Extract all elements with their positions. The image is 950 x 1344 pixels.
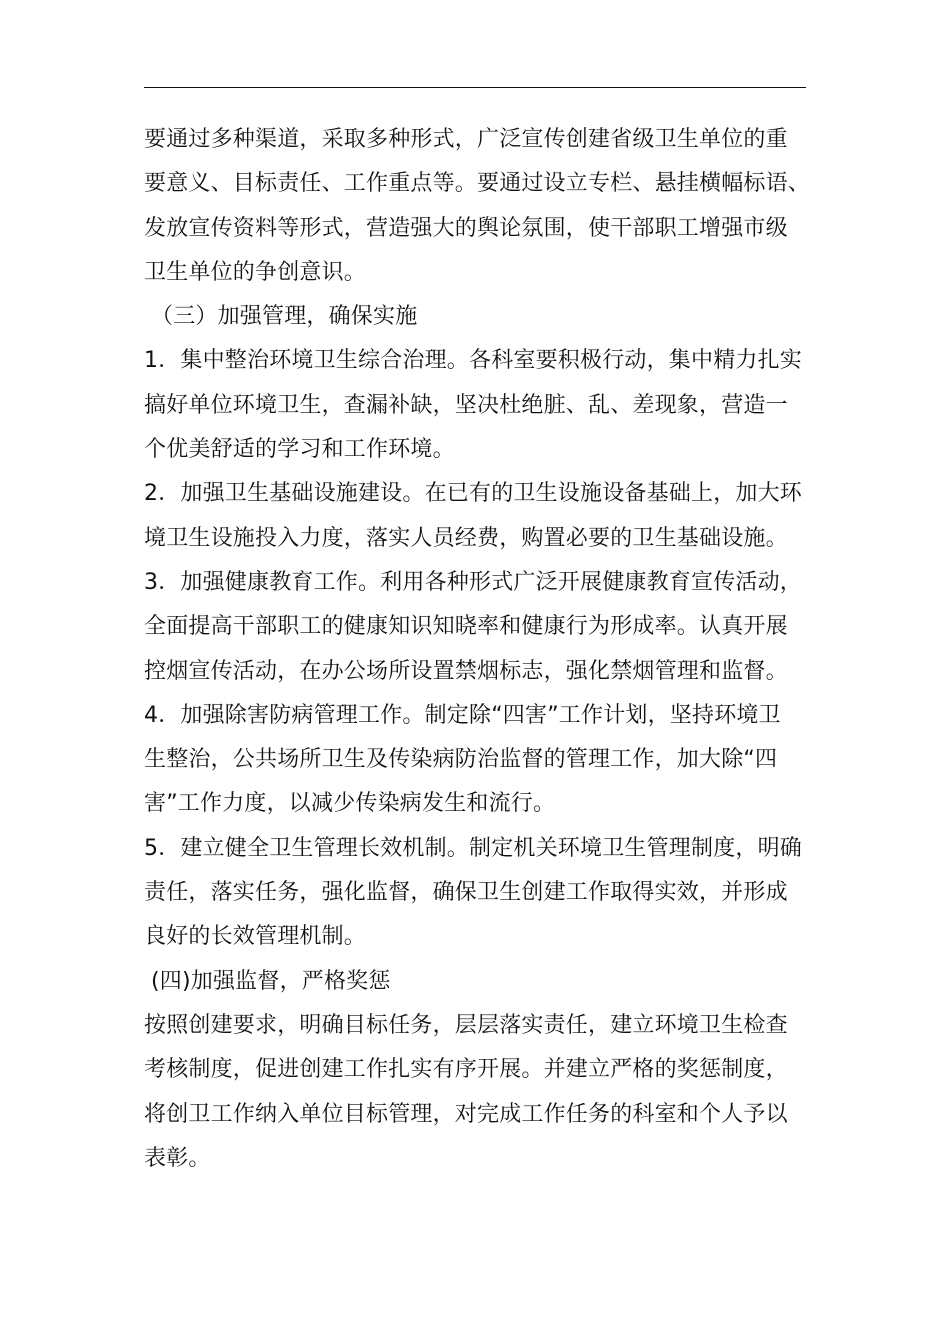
body-line: 4．加强除害防病管理工作。制定除“四害”工作计划，坚持环境卫 <box>144 702 781 728</box>
header-rule <box>144 87 806 88</box>
body-line: 要意义、目标责任、工作重点等。要通过设立专栏、悬挂横幅标语、 <box>144 171 811 197</box>
body-line: 发放宣传资料等形式，营造强大的舆论氛围，使干部职工增强市级 <box>144 215 788 241</box>
body-line: 考核制度，促进创建工作扎实有序开展。并建立严格的奖惩制度， <box>144 1057 788 1083</box>
document-body <box>144 118 810 1181</box>
body-line: 搞好单位环境卫生，查漏补缺，坚决杜绝脏、乱、差现象，营造一 <box>144 392 788 418</box>
body-line: 生整治，公共场所卫生及传染病防治监督的管理工作，加大除“四 <box>144 747 778 773</box>
body-line: 1．集中整治环境卫生综合治理。各科室要积极行动，集中精力扎实 <box>144 348 802 374</box>
body-line: 表彰。 <box>144 1145 211 1171</box>
section-heading: （三）加强管理，确保实施 <box>151 304 418 330</box>
body-line: 将创卫工作纳入单位目标管理，对完成工作任务的科室和个人予以 <box>144 1101 788 1127</box>
body-line: 要通过多种渠道，采取多种形式，广泛宣传创建省级卫生单位的重 <box>144 127 788 152</box>
body-line: 卫生单位的争创意识。 <box>144 259 367 285</box>
body-line: 按照创建要求，明确目标任务，层层落实责任，建立环境卫生检查 <box>144 1012 788 1038</box>
body-line: 全面提高干部职工的健康知识知晓率和健康行为形成率。认真开展 <box>144 614 788 640</box>
body-line: 责任，落实任务，强化监督，确保卫生创建工作取得实效，并形成 <box>144 880 788 906</box>
body-line: 5．建立健全卫生管理长效机制。制定机关环境卫生管理制度，明确 <box>144 835 802 861</box>
body-line: 境卫生设施投入力度，落实人员经费，购置必要的卫生基础设施。 <box>144 525 788 551</box>
body-line: 害”工作力度，以减少传染病发生和流行。 <box>144 791 556 817</box>
body-line: 个优美舒适的学习和工作环境。 <box>144 437 455 463</box>
body-line: 2．加强卫生基础设施建设。在已有的卫生设施设备基础上，加大环 <box>144 481 802 507</box>
section-heading: (四)加强监督，严格奖惩 <box>151 968 391 994</box>
body-line: 控烟宣传活动，在办公场所设置禁烟标志，强化禁烟管理和监督。 <box>144 658 788 684</box>
body-line: 3．加强健康教育工作。利用各种形式广泛开展健康教育宣传活动， <box>144 569 802 595</box>
body-line: 良好的长效管理机制。 <box>144 924 367 950</box>
